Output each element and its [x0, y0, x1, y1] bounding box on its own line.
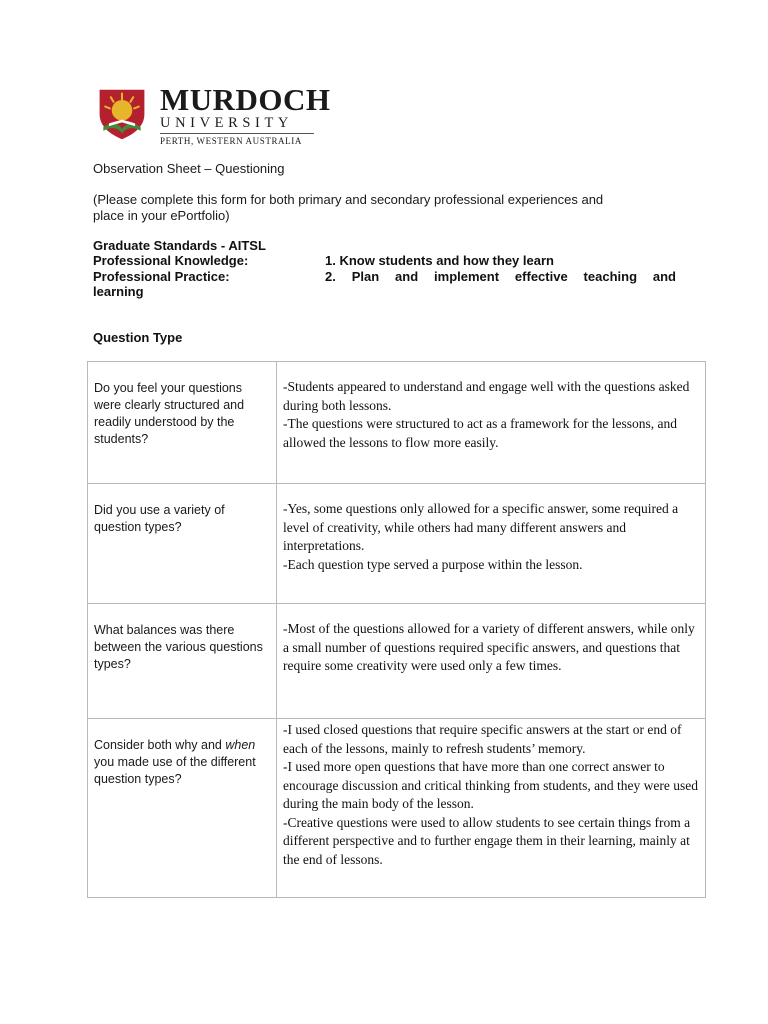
table-row	[88, 719, 706, 898]
answer-line: -Creative questions were used to allow students to see certain things from a different perspective and to further engage them in their learning, mainly at the end of lessons.	[283, 814, 691, 867]
table-row	[88, 604, 706, 719]
logo-wordmark	[160, 84, 331, 146]
logo-name: MURDOCH	[160, 82, 331, 117]
question-cell: What balances was there between the various questions types?	[88, 604, 277, 719]
answer-line: -I used more open questions that have more than one correct answer to encourage discussion and critical thinking from students, and they were used during the main body of the lesson.	[283, 759, 699, 811]
answer-line: -I used closed questions that require specific answers at the start or end of each of the lessons, mainly to refresh students’ memory.	[283, 722, 682, 756]
practice-label: Professional Practice:	[93, 269, 230, 284]
answer-line: -Most of the questions allowed for a variety of different answers, while only a small number of questions required specific answers, and questions that require some creativity were used only a few times.	[283, 621, 695, 673]
answer-line: -Each question type served a purpose within the lesson.	[283, 556, 583, 572]
answer-cell	[277, 484, 706, 604]
murdoch-university-logo	[94, 86, 150, 142]
questioning-table	[87, 361, 706, 898]
table-row	[88, 484, 706, 604]
question-cell: Did you use a variety of question types?	[88, 484, 277, 604]
standards-heading: Graduate Standards - AITSL	[93, 238, 266, 253]
emphasis-when: when	[225, 738, 256, 752]
instructions-line-2: place in your ePortfolio)	[93, 208, 230, 223]
instructions-line-1: (Please complete this form for both primary and secondary professional experiences and	[93, 192, 604, 207]
answer-line: -Students appeared to understand and engage well with the questions asked during both lessons.	[283, 379, 690, 413]
answer-cell	[277, 604, 706, 719]
knowledge-label: Professional Knowledge:	[93, 253, 249, 268]
practice-value-continued: learning	[93, 284, 144, 299]
question-cell: Consider both why and when you made use of the different question types?	[88, 719, 277, 898]
document-title: Observation Sheet – Questioning	[93, 161, 285, 176]
practice-value: 2. Plan and implement effective teaching and	[325, 269, 676, 284]
answer-line: -Yes, some questions only allowed for a specific answer, some required a level of creativity, while others had many different answers and interpretations.	[283, 501, 679, 553]
answer-line: -The questions were structured to act as a framework for the lessons, and allowed the lessons to flow more easily.	[283, 416, 677, 450]
question-cell: Do you feel your questions were clearly structured and readily understood by the students?	[88, 362, 277, 484]
answer-cell	[277, 719, 706, 898]
logo-university: UNIVERSITY	[160, 115, 314, 134]
table-row	[88, 362, 706, 484]
section-heading: Question Type	[93, 330, 183, 345]
answer-cell	[277, 362, 706, 484]
logo-location: PERTH, WESTERN AUSTRALIA	[160, 136, 302, 146]
shield-crest-icon	[100, 90, 145, 139]
knowledge-value: 1. Know students and how they learn	[325, 253, 554, 268]
